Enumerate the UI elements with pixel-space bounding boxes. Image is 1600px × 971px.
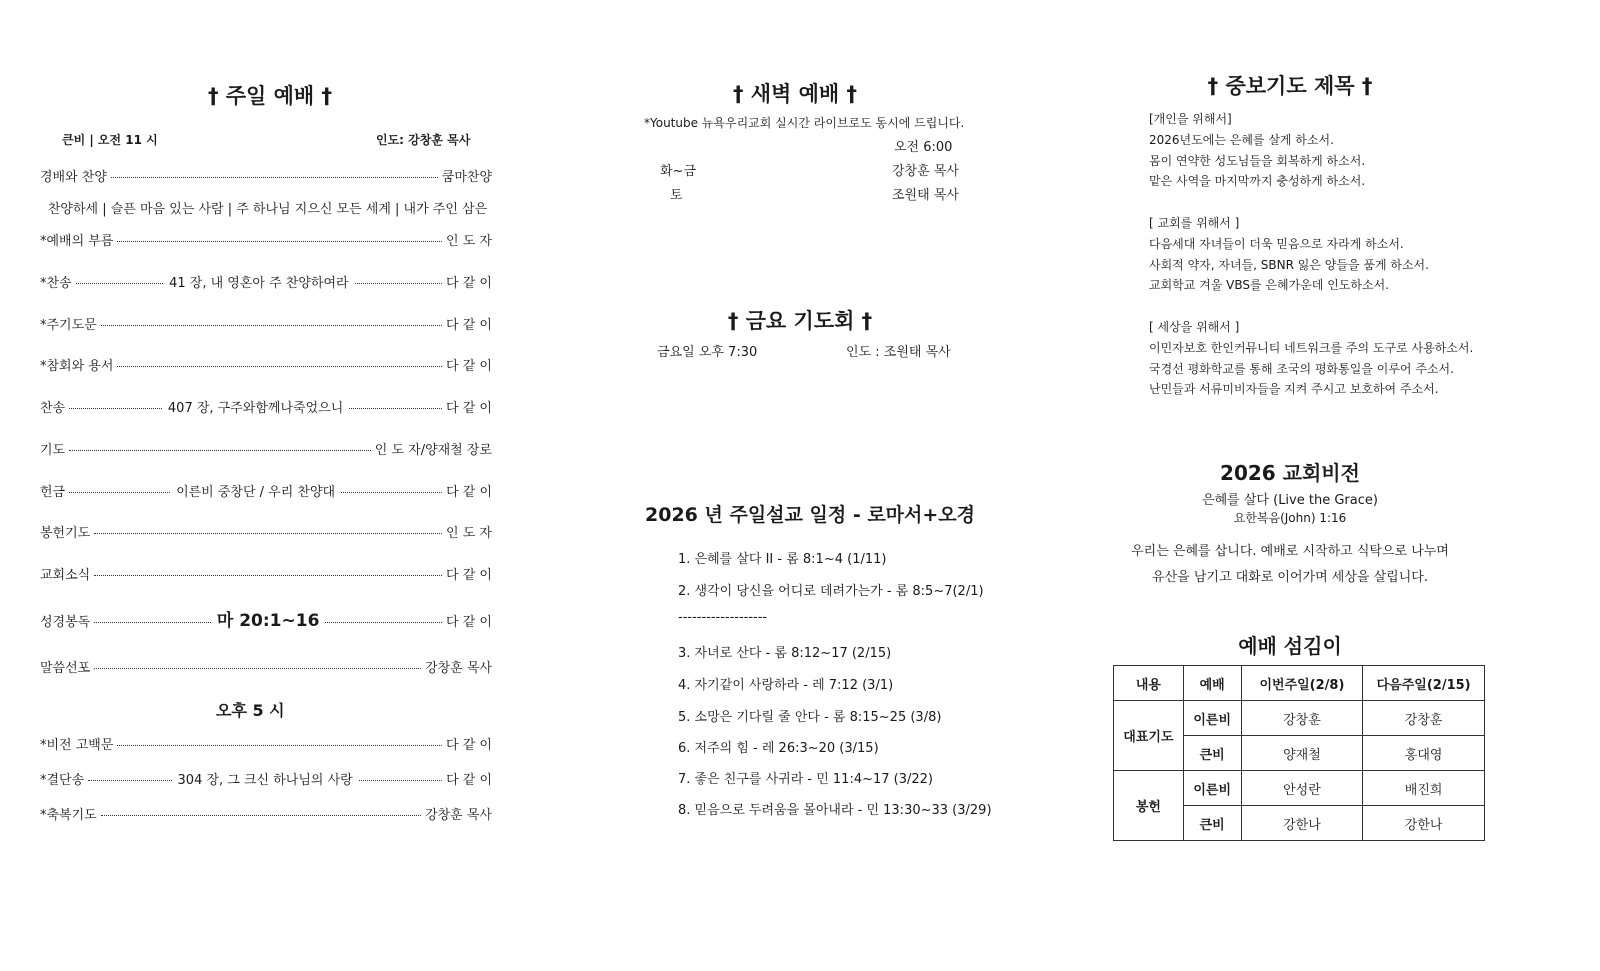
dot-leader <box>94 575 442 576</box>
order-label: 찬송 <box>40 401 66 416</box>
header-content: 내용 <box>1114 666 1184 701</box>
sunday-songs-line: 찬양하세 | 슬픈 마음 있는 사람 | 주 하나님 지으신 모든 세계 | 내가 주인 삼은 <box>47 202 488 217</box>
sunday-leader: 인도: 강창훈 목사 <box>376 133 471 147</box>
list-item: 4. 자기같이 사랑하라 - 레 7:12 (3/1) <box>678 678 894 693</box>
list-item <box>40 481 492 500</box>
dot-leader <box>355 283 442 284</box>
list-item: 1. 은혜를 살다 II - 롬 8:1~4 (1/11) <box>678 552 887 567</box>
order-person: 다 같 이 <box>446 568 492 583</box>
list-item <box>40 734 492 753</box>
order-person: 강창훈 목사 <box>425 808 492 823</box>
service-name: 큰비 <box>1183 806 1241 841</box>
order-detail: 304 장, 그 크신 하나님의 사랑 <box>177 773 353 788</box>
this-sunday-cell: 강창훈 <box>1241 701 1363 736</box>
order-label: *찬송 <box>40 276 72 291</box>
list-item <box>40 606 492 631</box>
dot-leader <box>111 177 438 178</box>
list-item: 난민들과 서류미비자들을 지켜 주시고 보호하여 주소서. <box>1149 382 1439 397</box>
list-item <box>40 657 492 676</box>
next-sunday-cell: 배진희 <box>1363 771 1485 806</box>
order-label: *주기도문 <box>40 318 97 333</box>
table-row <box>1114 771 1485 806</box>
vision-title: 2026 교회비전 <box>1220 461 1360 485</box>
order-detail: 41 장, 내 영혼아 주 찬양하여라 <box>169 276 349 291</box>
list-item: 7. 좋은 친구를 사귀라 - 민 11:4~17 (3/22) <box>678 772 934 787</box>
list-item: 3. 자녀로 산다 - 롬 8:12~17 (2/15) <box>678 646 892 661</box>
list-item: 사회적 약자, 자녀들, SBNR 잃은 양들을 품게 하소서. <box>1149 257 1429 272</box>
dot-leader <box>69 492 170 493</box>
dot-leader <box>94 622 211 623</box>
service-table-header <box>1114 666 1485 701</box>
dawn-youtube-note: *Youtube 뉴욕우리교회 실시간 라이브로도 동시에 드립니다. <box>644 116 965 130</box>
order-detail: 이른비 중창단 / 우리 찬양대 <box>176 485 336 500</box>
sermon-schedule-title: 2026 년 주일설교 일정 - 로마서+오경 <box>645 504 976 526</box>
list-item: 교회학교 겨울 VBS를 은혜가운데 인도하소서. <box>1149 278 1389 293</box>
next-sunday-cell: 강창훈 <box>1363 701 1485 736</box>
vision-statement-line1: 우리는 은혜를 삽니다. 예배로 시작하고 식탁으로 나누며 <box>1131 544 1449 559</box>
list-item <box>40 397 492 416</box>
dot-leader <box>117 745 442 746</box>
order-label: *비전 고백문 <box>40 738 114 753</box>
order-detail: 407 장, 구주와함께나죽었으니 <box>167 401 344 416</box>
order-person: 인 도 자/양재철 장로 <box>374 443 492 458</box>
service-name: 이른비 <box>1183 771 1241 806</box>
list-item <box>40 272 492 291</box>
order-label: 교회소식 <box>40 568 91 583</box>
dot-leader <box>94 533 442 534</box>
prayer-title: † 중보기도 제목 † <box>1207 74 1373 98</box>
service-title: 예배 섬김이 <box>1238 634 1342 658</box>
list-item <box>40 355 492 374</box>
order-label: 말씀선포 <box>40 661 91 676</box>
sunday-title: † 주일 예배 † <box>207 84 333 108</box>
list-item <box>40 804 492 823</box>
dot-leader <box>94 668 421 669</box>
order-label: 봉헌기도 <box>40 526 91 541</box>
sunday-time: 큰비 | 오전 11 시 <box>62 133 158 147</box>
dot-leader <box>341 492 442 493</box>
list-item: ------------------- <box>678 610 768 625</box>
next-sunday-cell: 홍대영 <box>1363 736 1485 771</box>
list-item: [개인을 위해서] <box>1149 112 1232 126</box>
friday-leader: 인도 : 조원태 목사 <box>846 345 951 360</box>
dot-leader <box>76 283 163 284</box>
order-person: 인 도 자 <box>446 526 492 541</box>
header-next-sunday: 다음주일(2/15) <box>1363 666 1485 701</box>
header-service: 예배 <box>1183 666 1241 701</box>
list-item: 6. 저주의 힘 - 레 26:3~20 (3/15) <box>678 741 879 756</box>
this-sunday-cell: 안성란 <box>1241 771 1363 806</box>
order-label: *예배의 부름 <box>40 234 114 249</box>
dawn-time: 오전 6:00 <box>894 140 953 155</box>
dot-leader <box>359 780 442 781</box>
order-person: 다 같 이 <box>446 773 493 788</box>
dot-leader <box>117 241 442 242</box>
friday-time: 금요일 오후 7:30 <box>657 345 758 360</box>
order-person: 다 같 이 <box>446 276 492 291</box>
list-item <box>40 564 492 583</box>
order-label: *축복기도 <box>40 808 97 823</box>
list-item <box>40 522 492 541</box>
list-item <box>40 314 492 333</box>
dawn-leader-weekday: 강창훈 목사 <box>892 164 959 179</box>
evening-title: 오후 5 시 <box>216 701 285 720</box>
order-person: 다 같 이 <box>446 615 492 630</box>
order-detail: 마 20:1~16 <box>216 611 320 631</box>
order-person: 다 같 이 <box>446 738 492 753</box>
list-item <box>40 769 492 788</box>
this-sunday-cell: 강한나 <box>1241 806 1363 841</box>
list-item: 맡은 사역을 마지막까지 충성하게 하소서. <box>1149 174 1366 189</box>
list-item: 5. 소망은 기다릴 줄 안다 - 롬 8:15~25 (3/8) <box>678 710 942 725</box>
friday-title: † 금요 기도회 † <box>727 309 873 333</box>
dot-leader <box>325 622 442 623</box>
group-name: 대표기도 <box>1114 701 1184 771</box>
order-label: 경배와 찬양 <box>40 170 107 185</box>
dot-leader <box>69 408 162 409</box>
next-sunday-cell: 강한나 <box>1363 806 1485 841</box>
this-sunday-cell: 양재철 <box>1241 736 1363 771</box>
dawn-leader-saturday: 조원태 목사 <box>892 188 959 203</box>
service-table <box>1113 665 1485 841</box>
order-person: 쿰마찬양 <box>441 170 492 185</box>
vision-subtitle: 은혜를 살다 (Live the Grace) <box>1202 493 1378 508</box>
list-item: 2026년도에는 은혜를 살게 하소서. <box>1149 132 1334 147</box>
dot-leader <box>101 325 442 326</box>
order-person: 다 같 이 <box>446 401 492 416</box>
dawn-days-saturday: 토 <box>670 188 683 203</box>
list-item: 다음세대 자녀들이 더욱 믿음으로 자라게 하소서. <box>1149 236 1404 251</box>
dot-leader <box>101 815 421 816</box>
dot-leader <box>349 408 442 409</box>
list-item <box>40 439 492 458</box>
list-item: 2. 생각이 당신을 어디로 데려가는가 - 롬 8:5~7(2/1) <box>678 584 984 599</box>
order-label: *참회와 용서 <box>40 359 114 374</box>
list-item: 8. 믿음으로 두려움을 몰아내라 - 민 13:30~33 (3/29) <box>678 803 992 818</box>
dot-leader <box>117 366 442 367</box>
list-item: 몸이 연약한 성도님들을 회복하게 하소서. <box>1149 153 1366 168</box>
list-item: [ 교회를 위해서 ] <box>1149 216 1240 230</box>
list-item <box>40 166 492 185</box>
header-this-sunday: 이번주일(2/8) <box>1241 666 1363 701</box>
vision-verse: 요한복음(John) 1:16 <box>1233 511 1347 525</box>
order-label: 성경봉독 <box>40 615 91 630</box>
order-label: 기도 <box>40 443 66 458</box>
service-name: 이른비 <box>1183 701 1241 736</box>
order-person: 다 같 이 <box>446 485 493 500</box>
list-item: [ 세상을 위해서 ] <box>1149 320 1240 334</box>
service-name: 큰비 <box>1183 736 1241 771</box>
dawn-days-weekday: 화~금 <box>660 164 697 179</box>
order-person: 인 도 자 <box>446 234 492 249</box>
list-item <box>40 230 492 249</box>
order-person: 다 같 이 <box>446 318 492 333</box>
dawn-title: † 새벽 예배 † <box>732 82 858 106</box>
list-item: 이민자보호 한인커뮤니티 네트워크를 주의 도구로 사용하소서. <box>1149 340 1474 355</box>
order-person: 강창훈 목사 <box>425 661 492 676</box>
table-row <box>1114 701 1485 736</box>
vision-statement-line2: 유산을 남기고 대화로 이어가며 세상을 살립니다. <box>1152 570 1428 585</box>
order-person: 다 같 이 <box>446 359 492 374</box>
group-name: 봉헌 <box>1114 771 1184 841</box>
dot-leader <box>69 450 371 451</box>
order-label: *결단송 <box>40 773 85 788</box>
list-item: 국경선 평화학교를 통해 조국의 평화통일을 이루어 주소서. <box>1149 361 1454 376</box>
order-label: 헌금 <box>40 485 66 500</box>
dot-leader <box>88 780 171 781</box>
